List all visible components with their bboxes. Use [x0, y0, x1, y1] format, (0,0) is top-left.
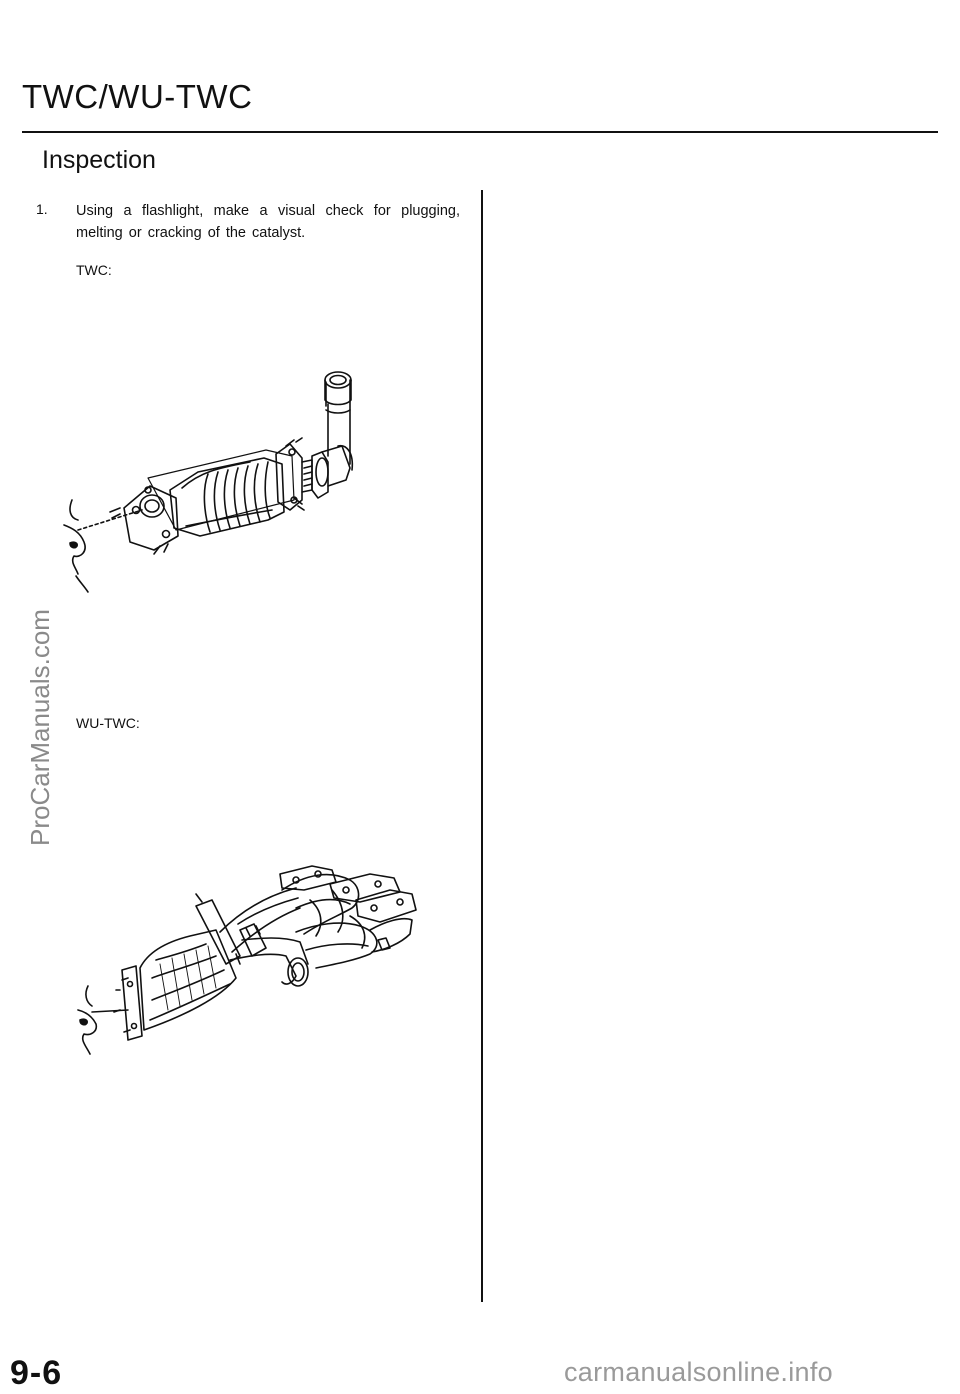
section-heading: Inspection [42, 146, 156, 174]
step-number: 1. [36, 201, 48, 217]
page-title: TWC/WU-TWC [22, 78, 253, 115]
watermark-procarmanuals: ProCarManuals.com [25, 609, 55, 846]
watermark-carmanualsonline: carmanualsonline.info [564, 1357, 833, 1387]
wutwc-illustration [60, 860, 420, 1080]
column-divider [481, 190, 483, 1302]
twc-illustration [50, 360, 370, 630]
twc-figure-label: TWC: [76, 262, 112, 278]
page-number: 9-6 [10, 1354, 63, 1392]
wutwc-figure-label: WU-TWC: [76, 715, 140, 731]
step-text: Using a flashlight, make a visual check for plugging, melting or cracking of the catalyst. [76, 203, 460, 241]
title-rule [22, 131, 938, 133]
